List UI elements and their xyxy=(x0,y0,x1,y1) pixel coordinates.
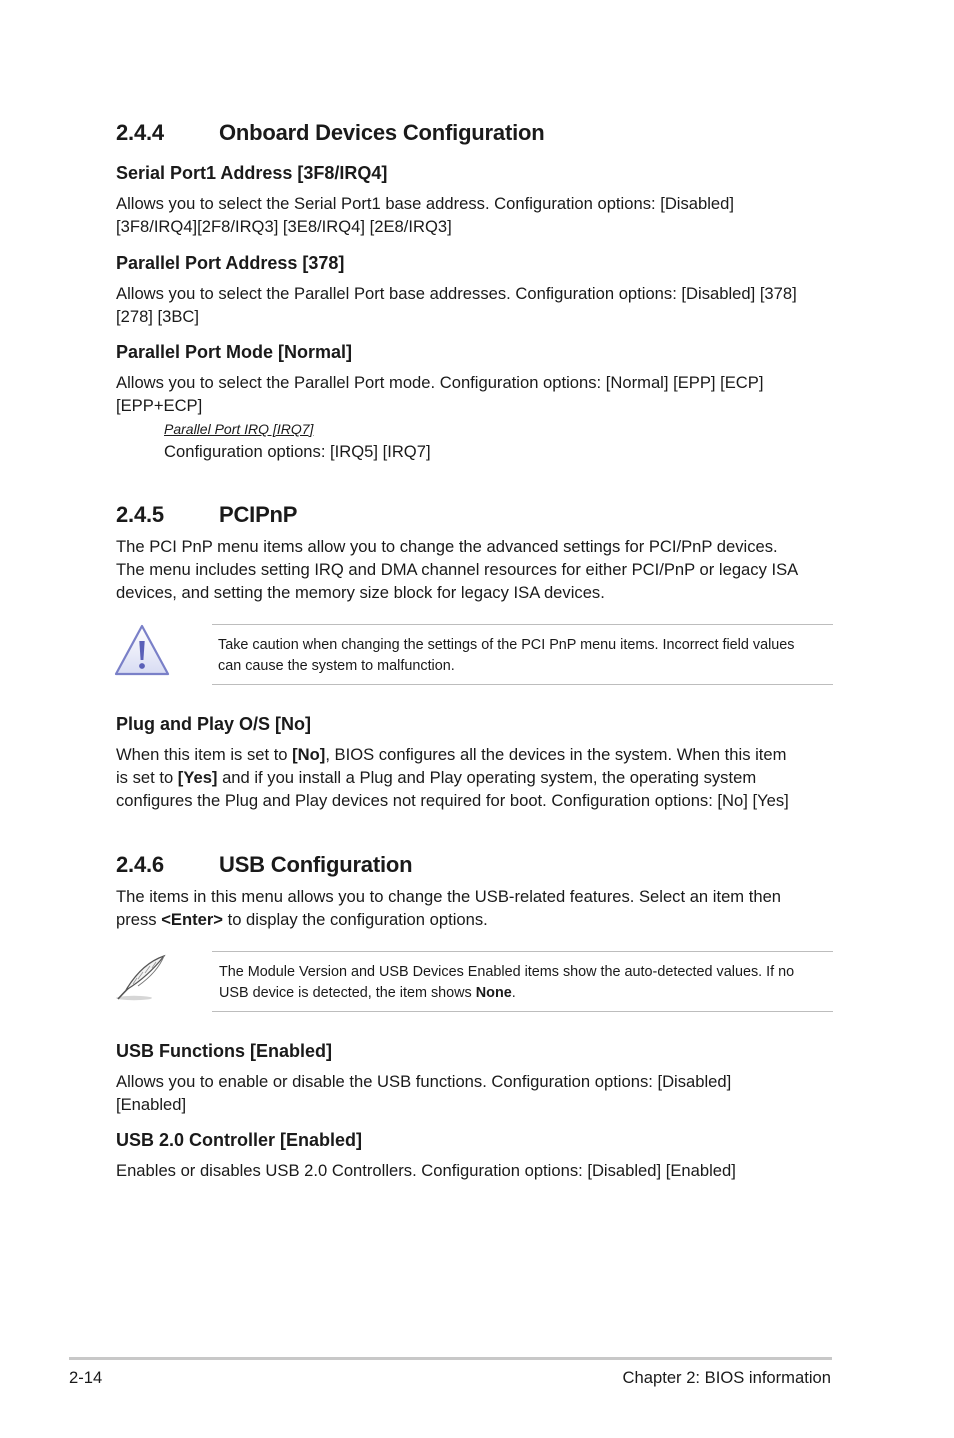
text-run: and if you install a Plug and Play operating system, the operating system xyxy=(217,768,757,787)
parallel-mode-description xyxy=(116,371,763,417)
section-2-4-4-heading xyxy=(116,120,716,148)
text-run: . xyxy=(511,984,516,1001)
section-title: USB Configuration xyxy=(219,852,413,877)
usb-functions-description xyxy=(116,1070,731,1116)
text-line: [3F8/IRQ4][2F8/IRQ3] [3E8/IRQ4] [2E8/IRQ3] xyxy=(116,217,452,236)
chapter-title: Chapter 2: BIOS information xyxy=(622,1368,831,1387)
bold-key: <Enter> xyxy=(161,910,223,929)
text-run: When this item is set to xyxy=(116,745,293,764)
section-2-4-5-heading xyxy=(116,502,716,530)
plug-and-play-description xyxy=(116,743,789,812)
divider xyxy=(212,951,833,952)
text-line: can cause the system to malfunction. xyxy=(218,657,455,674)
text-line: Allows you to select the Serial Port1 base address. Configuration options: [Disabled] xyxy=(116,194,734,213)
info-note xyxy=(219,962,794,1003)
text-line: The items in this menu allows you to change the USB-related features. Select an item then xyxy=(116,887,782,906)
text-line: Allows you to select the Parallel Port base addresses. Configuration options: [Disabled] [378] xyxy=(116,284,797,303)
caution-note xyxy=(218,635,794,676)
text-line: devices, and setting the memory size block for legacy ISA devices. xyxy=(116,583,605,602)
divider xyxy=(212,684,833,685)
parallel-mode-heading: Parallel Port Mode [Normal] xyxy=(116,342,353,362)
text-line: Take caution when changing the settings of the PCI PnP menu items. Incorrect field values xyxy=(218,637,795,653)
bold-value: None xyxy=(475,984,512,1001)
text-line: [Enabled] xyxy=(116,1095,187,1114)
text-run: to display the configuration options. xyxy=(223,910,488,929)
bold-option: [No] xyxy=(292,745,326,764)
usb-config-description xyxy=(116,885,781,931)
footer-rule xyxy=(69,1357,832,1360)
text-line: The PCI PnP menu items allow you to change the advanced settings for PCI/PnP devices. xyxy=(116,537,778,556)
serial-port-description xyxy=(116,192,734,238)
section-number: 2.4.4 xyxy=(116,120,164,145)
usb-functions-heading: USB Functions [Enabled] xyxy=(116,1041,332,1061)
section-number: 2.4.6 xyxy=(116,852,164,877)
text-line: Allows you to enable or disable the USB functions. Configuration options: [Disabled] xyxy=(116,1072,732,1091)
text-line: [EPP+ECP] xyxy=(116,396,203,415)
warning-triangle-icon xyxy=(112,622,172,678)
bold-option: [Yes] xyxy=(177,768,218,787)
text-run: USB device is detected, the item shows xyxy=(219,984,476,1001)
parallel-address-description xyxy=(116,282,797,328)
quill-pen-icon xyxy=(112,952,172,1004)
text-line xyxy=(219,983,794,1004)
text-line: Allows you to select the Parallel Port mode. Configuration options: [Normal] [EPP] [ECP] xyxy=(116,373,764,392)
parallel-address-heading: Parallel Port Address [378] xyxy=(116,253,345,273)
page-number: 2-14 xyxy=(69,1368,103,1387)
plug-and-play-heading: Plug and Play O/S [No] xyxy=(116,714,312,734)
text-line: [278] [3BC] xyxy=(116,307,200,326)
serial-port-heading: Serial Port1 Address [3F8/IRQ4] xyxy=(116,163,388,183)
section-title: Onboard Devices Configuration xyxy=(219,120,545,145)
text-line: The Module Version and USB Devices Enabled items show the auto-detected values. If no xyxy=(219,964,795,980)
text-run: press xyxy=(116,910,162,929)
text-line xyxy=(116,908,781,931)
parallel-irq-description: Configuration options: [IRQ5] [IRQ7] xyxy=(164,442,431,461)
text-line xyxy=(116,766,789,789)
text-run: , BIOS configures all the devices in the system. When this item xyxy=(325,745,787,764)
text-line: configures the Plug and Play devices not required for boot. Configuration options: [No] [Yes] xyxy=(116,791,789,810)
parallel-irq-subheading: Parallel Port IRQ [IRQ7] xyxy=(164,421,314,437)
pcipnp-description xyxy=(116,535,798,604)
text-line: The menu includes setting IRQ and DMA channel resources for either PCI/PnP or legacy ISA xyxy=(116,560,799,579)
section-2-4-6-heading xyxy=(116,852,716,880)
divider xyxy=(212,624,833,625)
text-line xyxy=(116,743,789,766)
text-run: is set to xyxy=(116,768,178,787)
usb2-controller-heading: USB 2.0 Controller [Enabled] xyxy=(116,1130,363,1150)
section-title: PCIPnP xyxy=(219,502,298,527)
divider xyxy=(212,1011,833,1012)
section-number: 2.4.5 xyxy=(116,502,164,527)
usb2-controller-description: Enables or disables USB 2.0 Controllers. Configuration options: [Disabled] [Enabled] xyxy=(116,1161,736,1180)
